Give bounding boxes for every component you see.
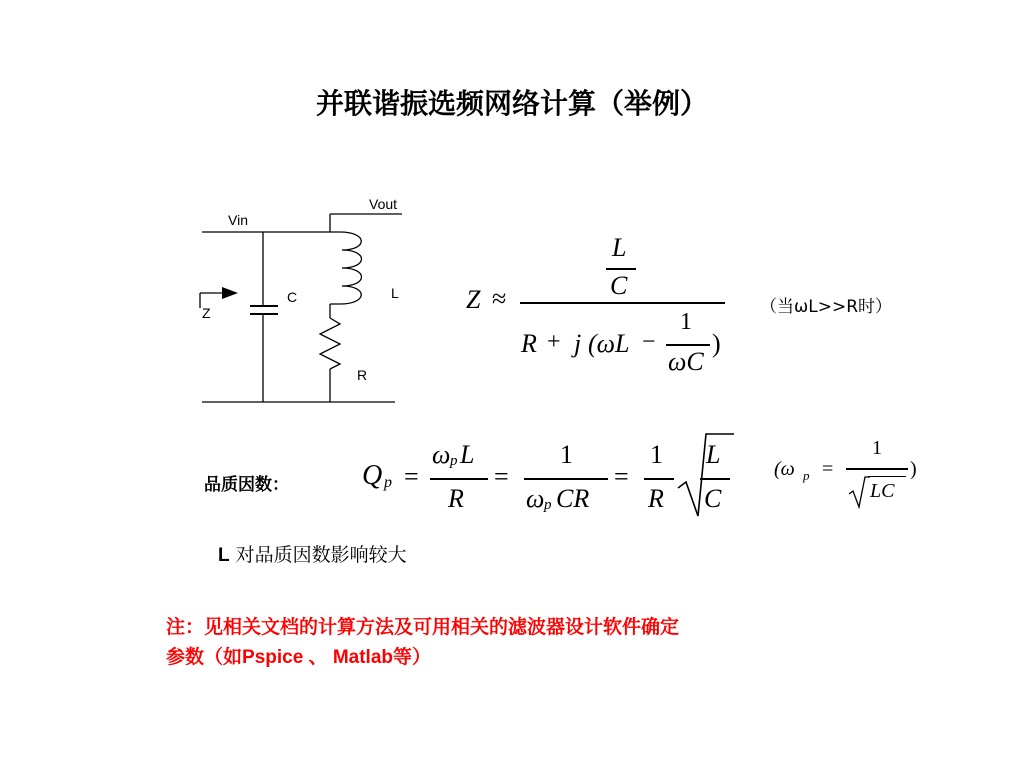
aside-close: ) xyxy=(910,458,917,480)
t2-fraction-line xyxy=(524,478,608,480)
aside-fraction-line xyxy=(846,468,908,470)
note-line-1: 注：见相关文档的计算方法及可用相关的滤波器设计软件确定 xyxy=(166,616,680,638)
t1-omega-sub: p xyxy=(450,453,458,469)
inductor-coil xyxy=(330,232,362,304)
den-close: ) xyxy=(712,329,721,358)
t1-omega: ω xyxy=(432,440,451,469)
sqrt-l: L xyxy=(706,440,721,469)
aside-open: (ω xyxy=(774,458,795,480)
main-fraction-line xyxy=(520,302,725,304)
aside-one: 1 xyxy=(872,437,882,459)
eq-3: = xyxy=(614,462,629,491)
den-minus: − xyxy=(642,329,656,355)
z-label: Z xyxy=(202,305,211,321)
quality-factor-label: 品质因数： xyxy=(204,475,289,495)
eq-1: = xyxy=(404,462,419,491)
den-j: j xyxy=(574,329,582,358)
num-c: C xyxy=(610,271,628,300)
den-plus: + xyxy=(547,329,561,355)
t2-cr: CR xyxy=(556,484,590,513)
condition-note: （当ωL>>R时） xyxy=(760,297,893,317)
software-note xyxy=(166,612,679,673)
vout-label: Vout xyxy=(369,196,398,212)
note-software-names: Pspice 、 Matlab xyxy=(242,647,394,668)
l-note-symbol: L xyxy=(218,545,230,566)
z-arrow-head-icon xyxy=(222,287,238,299)
l-influence-note xyxy=(218,540,407,567)
t1-r: R xyxy=(448,484,464,513)
aside-lc: LC xyxy=(870,480,895,502)
vin-label: Vin xyxy=(228,212,248,228)
r-label: R xyxy=(357,367,368,383)
sqrt-fraction-line xyxy=(700,478,730,480)
aside-sqrt-bar xyxy=(868,476,906,477)
t1-l: L xyxy=(460,440,475,469)
t1-fraction-line xyxy=(430,478,488,480)
sqrt-c: C xyxy=(704,484,722,513)
resistor-zigzag xyxy=(320,318,340,369)
c-label: C xyxy=(287,289,298,305)
t3-r: R xyxy=(648,484,664,513)
l-note-text: 对品质因数影响较大 xyxy=(229,544,407,566)
den-open: (ωL xyxy=(588,329,630,358)
note-line-2-prefix: 参数（如 xyxy=(166,646,243,668)
page-title: 并联谐振选频网络计算（举例） xyxy=(315,87,708,120)
t2-omega-sub: p xyxy=(544,497,552,513)
num-l: L xyxy=(612,233,627,262)
t3-one: 1 xyxy=(650,440,663,469)
t2-one: 1 xyxy=(560,440,573,469)
note-line-2-suffix: 等） xyxy=(393,646,432,668)
den-frac-wc: ωC xyxy=(668,347,704,376)
q-subscript: p xyxy=(384,474,392,491)
l-label: L xyxy=(391,285,399,301)
aside-sqrt-icon xyxy=(848,474,870,510)
num-fraction-line xyxy=(606,268,636,270)
approx-sign: ≈ xyxy=(492,284,507,313)
eq-2: = xyxy=(494,462,509,491)
circuit-diagram xyxy=(190,190,420,410)
q-symbol: Q xyxy=(362,460,383,491)
aside-sub: p xyxy=(803,468,810,483)
note-line-2 xyxy=(166,642,679,673)
den-frac-one: 1 xyxy=(680,309,692,335)
z-symbol: Z xyxy=(466,285,481,314)
t2-omega: ω xyxy=(526,484,545,513)
den-fraction-line xyxy=(666,344,710,346)
aside-eq: = xyxy=(822,458,834,480)
den-r: R xyxy=(521,329,537,358)
t3-fraction-line xyxy=(644,478,674,480)
